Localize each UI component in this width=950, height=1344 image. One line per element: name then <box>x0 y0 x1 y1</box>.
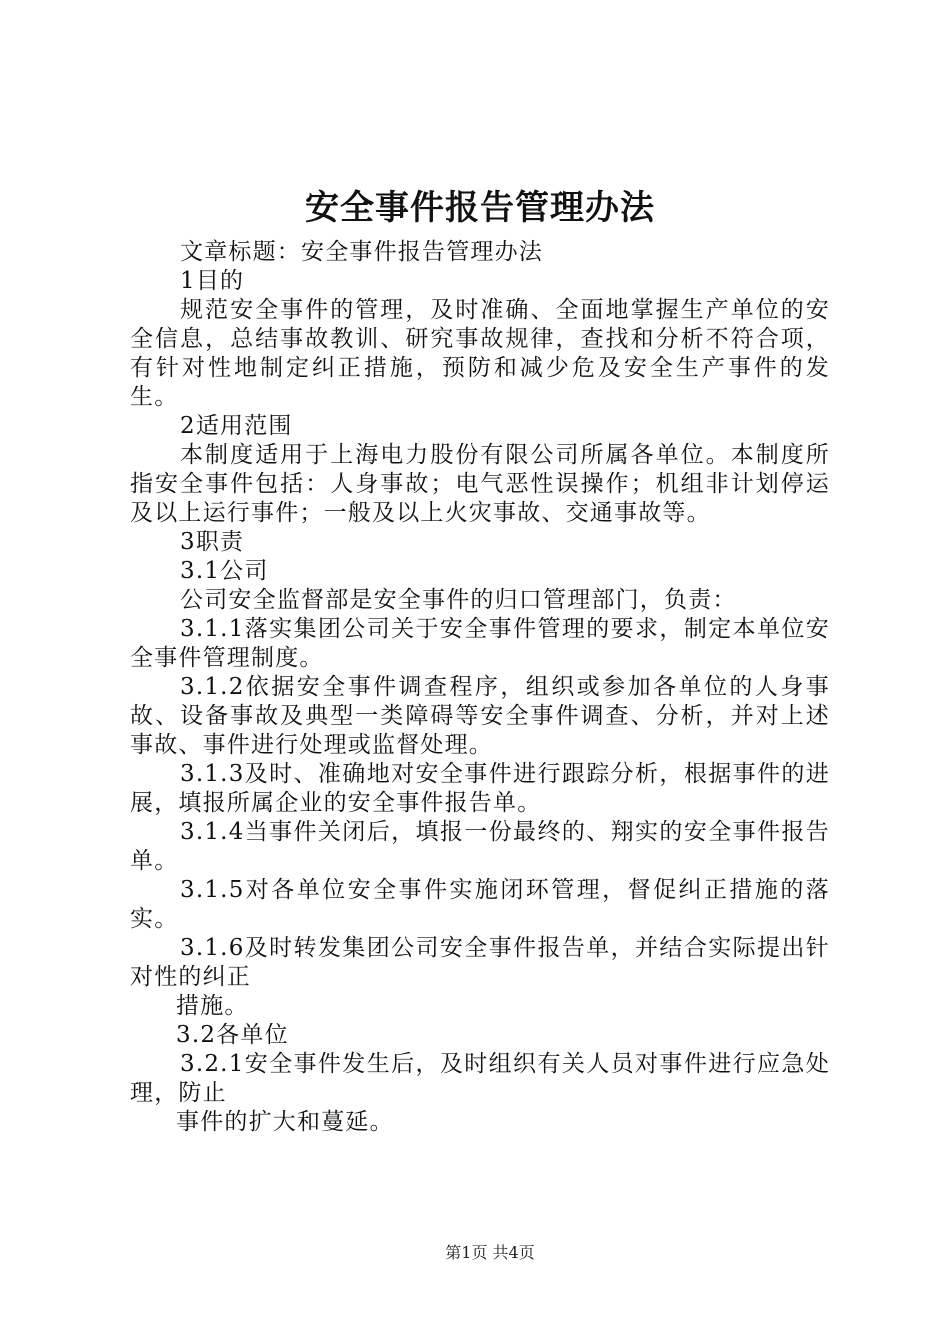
heading-scope: 2适用范围 <box>180 413 293 439</box>
paragraph-purpose: 规范安全事件的管理，及时准确、全面地掌握生产单位的安全信息，总结事故教训、研究事故规律，查找和分析不符合项，有针对性地制定纠正措施，预防和减少危及安全生产事件的发生。 <box>130 297 830 410</box>
paragraph-3-1-3: 3.1.3及时、准确地对安全事件进行跟踪分析，根据事件的进展，填报所属企业的安全事件报告单。 <box>130 761 830 816</box>
paragraph-3-2-1-continued: 事件的扩大和蔓延。 <box>176 1109 394 1135</box>
document-body <box>130 238 830 1137</box>
heading-units: 3.2各单位 <box>176 1022 289 1048</box>
page-number: 第1页 共4页 <box>445 1243 535 1262</box>
paragraph-article-title: 文章标题：安全事件报告管理办法 <box>180 239 543 265</box>
paragraph-company-intro: 公司安全监督部是安全事件的归口管理部门，负责： <box>180 587 737 613</box>
paragraph-3-1-5: 3.1.5对各单位安全事件实施闭环管理，督促纠正措施的落实。 <box>130 877 830 932</box>
heading-responsibilities: 3职责 <box>180 529 245 555</box>
paragraph-scope: 本制度适用于上海电力股份有限公司所属各单位。本制度所指安全事件包括：人身事故；电气恶性误操作；机组非计划停运及以上运行事件；一般及以上火灾事故、交通事故等。 <box>130 442 830 526</box>
heading-company: 3.1公司 <box>180 558 269 584</box>
paragraph-3-1-1: 3.1.1落实集团公司关于安全事件管理的要求，制定本单位安全事件管理制度。 <box>130 616 830 671</box>
paragraph-3-1-6-continued: 措施。 <box>176 993 249 1019</box>
paragraph-3-1-2: 3.1.2依据安全事件调查程序，组织或参加各单位的人身事故、设备事故及典型一类障碍等安全事件调查、分析，并对上述事故、事件进行处理或监督处理。 <box>130 674 830 758</box>
heading-purpose: 1目的 <box>180 268 245 294</box>
document-title: 安全事件报告管理办法 <box>305 188 655 228</box>
paragraph-3-2-1: 3.2.1安全事件发生后，及时组织有关人员对事件进行应急处理，防止 <box>130 1051 830 1106</box>
paragraph-3-1-4: 3.1.4当事件关闭后，填报一份最终的、翔实的安全事件报告单。 <box>130 819 830 874</box>
paragraph-3-1-6: 3.1.6及时转发集团公司安全事件报告单，并结合实际提出针对性的纠正 <box>130 935 830 990</box>
